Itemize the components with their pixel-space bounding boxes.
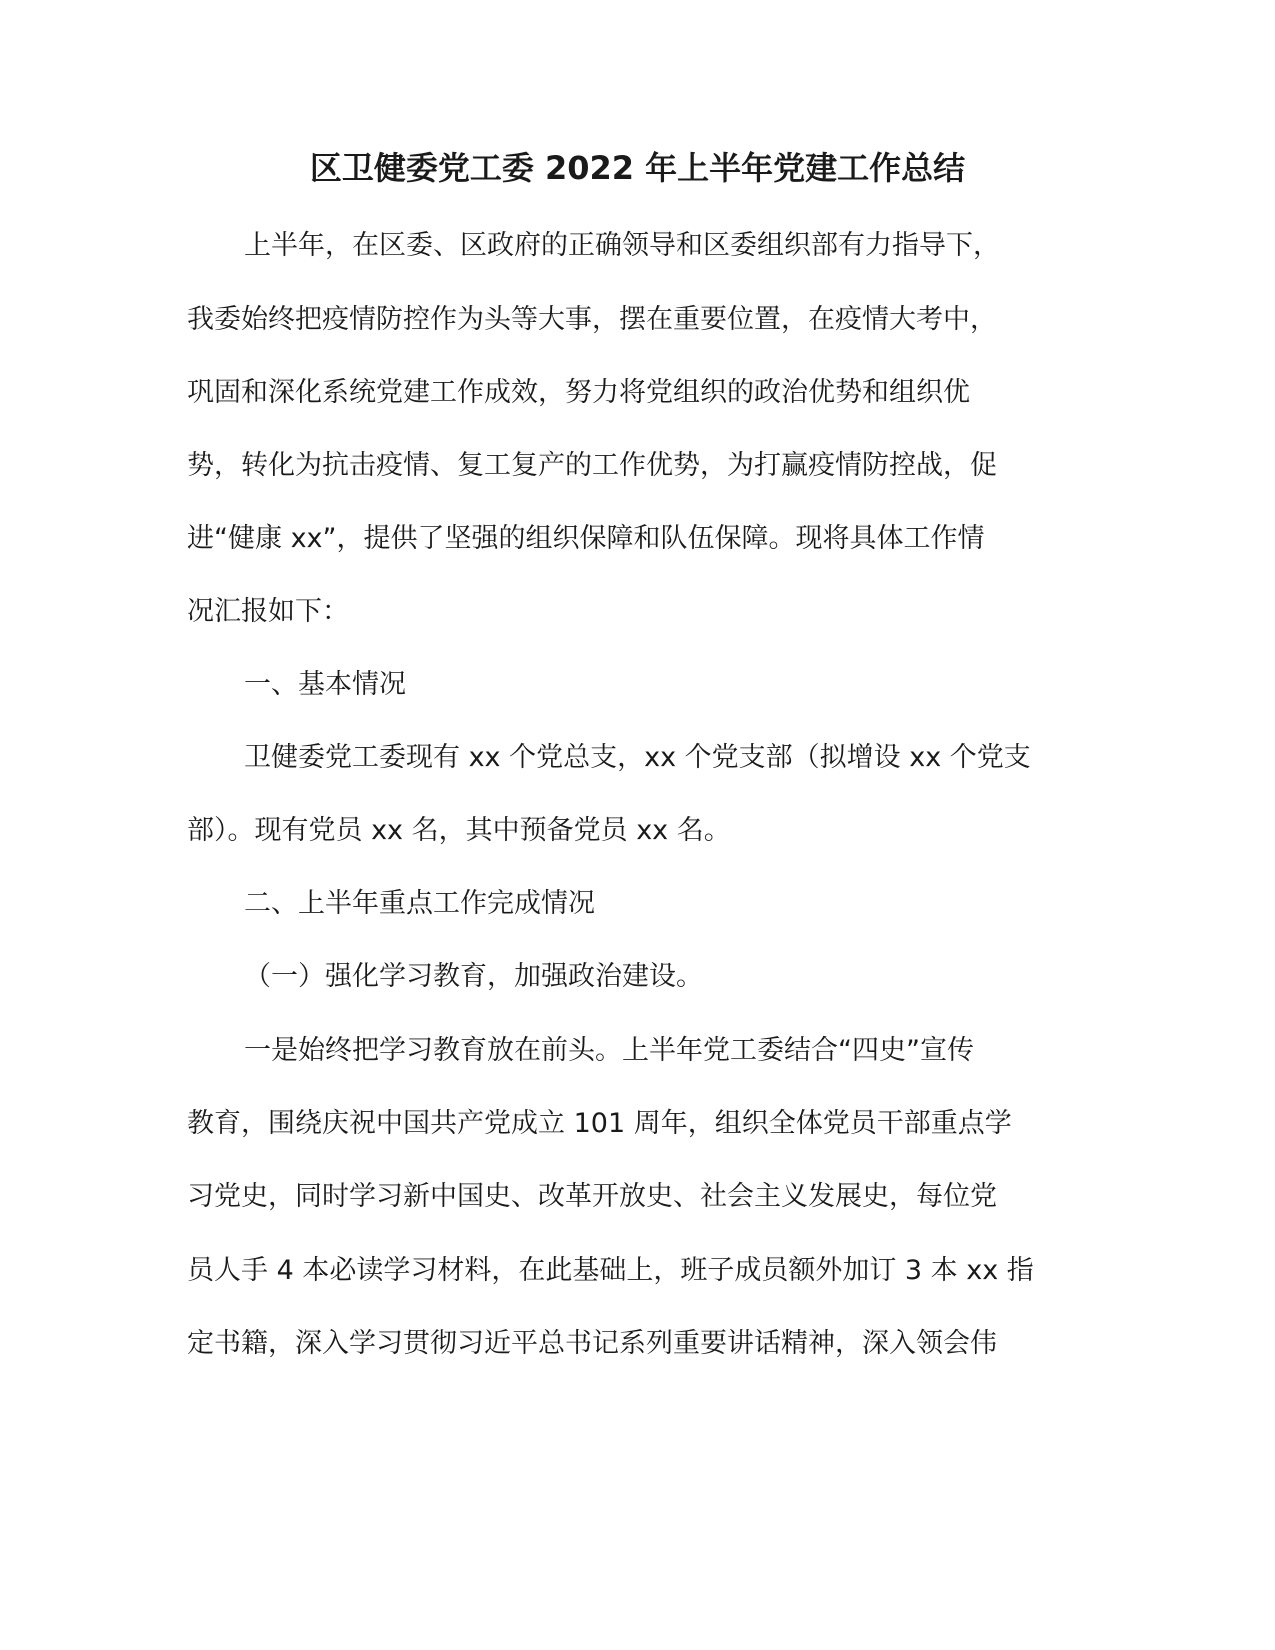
document-title: 区卫健委党工委 2022 年上半年党建工作总结	[309, 149, 966, 187]
paragraph-line: 习党史，同时学习新中国史、改革开放史、社会主义发展史，每位党	[187, 1181, 997, 1212]
paragraph-line: 上半年，在区委、区政府的正确领导和区委组织部有力指导下，	[244, 230, 1000, 261]
paragraph-line: 进“健康 xx”，提供了坚强的组织保障和队伍保障。现将具体工作情	[187, 523, 985, 554]
paragraph-line: 巩固和深化系统党建工作成效，努力将党组织的政治优势和组织优	[187, 377, 970, 408]
paragraph-line: 我委始终把疫情防控作为头等大事，摆在重要位置，在疫情大考中，	[187, 304, 997, 335]
paragraph-line: 员人手 4 本必读学习材料，在此基础上，班子成员额外加订 3 本 xx 指	[187, 1255, 1034, 1286]
subsection-heading: （一）强化学习教育，加强政治建设。	[244, 961, 703, 992]
paragraph-line: 卫健委党工委现有 xx 个党总支，xx 个党支部（拟增设 xx 个党支	[244, 742, 1031, 773]
paragraph-line: 教育，围绕庆祝中国共产党成立 101 周年，组织全体党员干部重点学	[187, 1108, 1012, 1139]
paragraph-line: 部）。现有党员 xx 名，其中预备党员 xx 名。	[187, 815, 731, 846]
section-heading: 二、上半年重点工作完成情况	[244, 888, 595, 919]
paragraph-line: 定书籍，深入学习贯彻习近平总书记系列重要讲话精神，深入领会伟	[187, 1328, 997, 1359]
paragraph-line: 况汇报如下：	[187, 596, 349, 627]
paragraph-line: 势，转化为抗击疫情、复工复产的工作优势，为打赢疫情防控战，促	[187, 450, 997, 481]
paragraph-line: 一是始终把学习教育放在前头。上半年党工委结合“四史”宣传	[244, 1035, 974, 1066]
section-heading: 一、基本情况	[244, 669, 406, 700]
